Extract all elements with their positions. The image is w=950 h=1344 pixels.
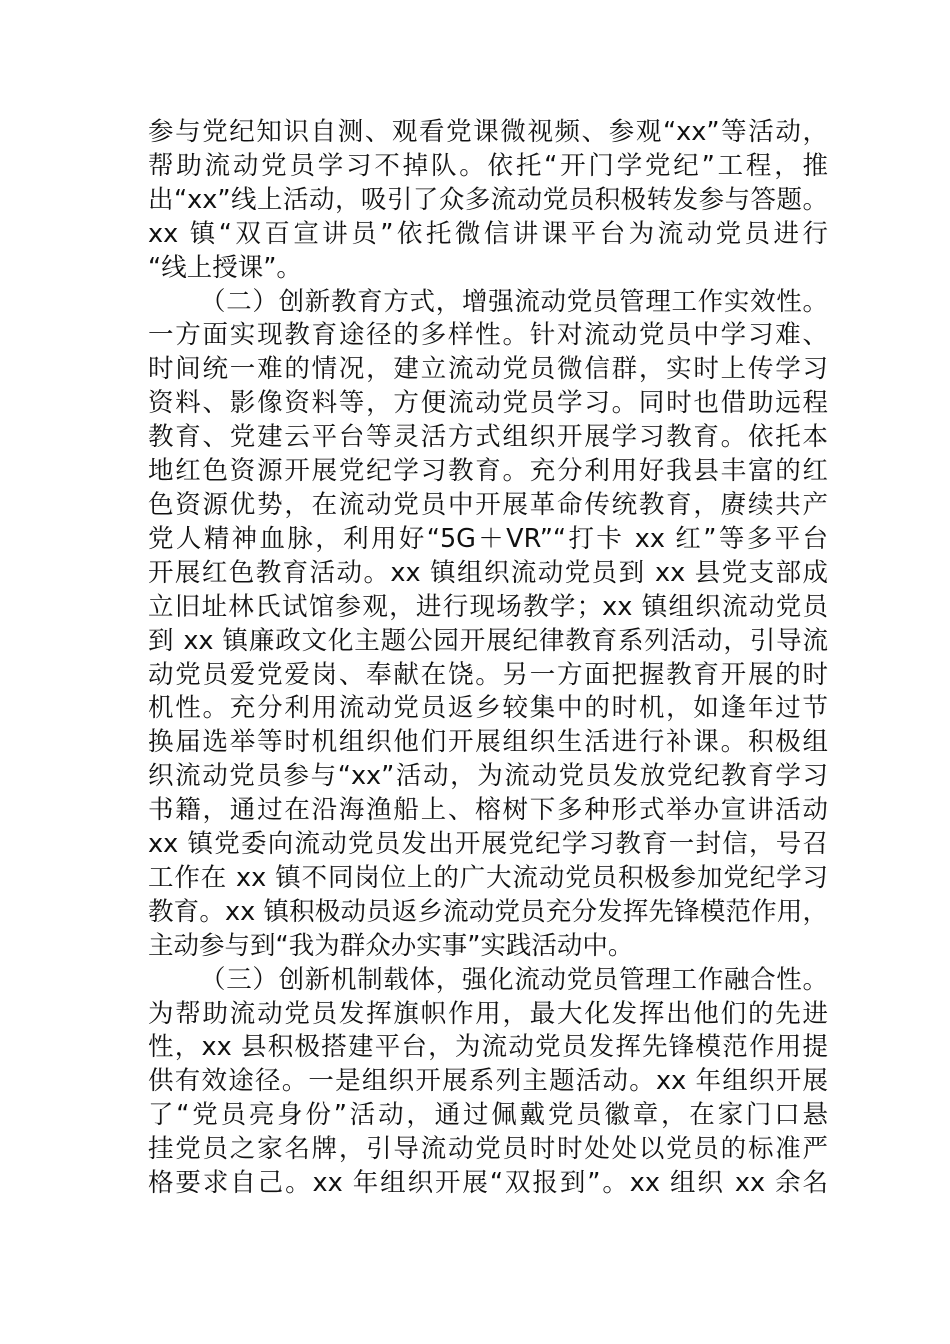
paragraph-heading-line: （二）创新教育方式，增强流动党员管理工作实效性。 — [200, 286, 828, 317]
text-line: 参与党纪知识自测、观看党课微视频、参观“xx”等活动， — [148, 117, 828, 147]
text-line: 色资源优势，在流动党员中开展革命传统教育，赓续共产 — [148, 489, 828, 520]
text-line: 资料、影像资料等，方便流动党员学习。同时也借助远程 — [148, 388, 828, 419]
text-line: 换届选举等时机组织他们开展组织生活进行补课。积极组 — [148, 727, 828, 758]
text-line: 工作在 xx 镇不同岗位上的广大流动党员积极参加党纪学习 — [148, 862, 828, 893]
text-line: 机性。充分利用流动党员返乡较集中的时机，如逢年过节 — [148, 693, 828, 724]
text-line: 格要求自己。xx 年组织开展“双报到”。xx 组织 xx 余名 — [148, 1168, 828, 1199]
text-line: 教育、党建云平台等灵活方式组织开展学习教育。依托本 — [148, 422, 828, 453]
text-line: 为帮助流动党员发挥旗帜作用，最大化发挥出他们的先进 — [148, 998, 828, 1029]
text-line: 出“xx”线上活动，吸引了众多流动党员积极转发参与答题。 — [148, 184, 828, 215]
text-line: 织流动党员参与“xx”活动，为流动党员发放党纪教育学习 — [148, 761, 828, 792]
paragraph-heading-line: （三）创新机制载体，强化流动党员管理工作融合性。 — [200, 964, 828, 995]
text-line: 了“党员亮身份”活动，通过佩戴党员徽章，在家门口悬 — [148, 1100, 828, 1131]
text-line: 性，xx 县积极搭建平台，为流动党员发挥先锋模范作用提 — [148, 1032, 828, 1063]
text-line: 一方面实现教育途径的多样性。针对流动党员中学习难、 — [148, 320, 828, 351]
text-line: 地红色资源开展党纪学习教育。充分利用好我县丰富的红 — [148, 456, 828, 487]
text-line: xx 镇“双百宣讲员”依托微信讲课平台为流动党员进行 — [148, 218, 828, 249]
text-line: 动党员爱党爱岗、奉献在饶。另一方面把握教育开展的时 — [148, 659, 828, 690]
text-line: “线上授课”。 — [148, 252, 302, 283]
text-line: 到 xx 镇廉政文化主题公园开展纪律教育系列活动，引导流 — [148, 625, 828, 656]
text-line: 开展红色教育活动。xx 镇组织流动党员到 xx 县党支部成 — [148, 557, 828, 588]
text-line: 立旧址林氏试馆参观，进行现场教学；xx 镇组织流动党员 — [148, 591, 828, 622]
text-line: 主动参与到“我为群众办实事”实践活动中。 — [148, 930, 634, 961]
text-line: 供有效途径。一是组织开展系列主题活动。xx 年组织开展 — [148, 1066, 828, 1097]
text-line: 党人精神血脉，利用好“5G＋VR”“打卡 xx 红”等多平台 — [148, 523, 828, 554]
text-line: 帮助流动党员学习不掉队。依托“开门学党纪”工程，推 — [148, 150, 828, 181]
text-line: 时间统一难的情况，建立流动党员微信群，实时上传学习 — [148, 354, 828, 385]
text-line: 挂党员之家名牌，引导流动党员时时处处以党员的标准严 — [148, 1134, 828, 1165]
text-line: 教育。xx 镇积极动员返乡流动党员充分发挥先锋模范作用， — [148, 896, 828, 927]
text-line: 书籍，通过在沿海渔船上、榕树下多种形式举办宣讲活动 — [148, 795, 828, 826]
document-body — [148, 116, 828, 1201]
text-line: xx 镇党委向流动党员发出开展党纪学习教育一封信，号召 — [148, 829, 828, 860]
